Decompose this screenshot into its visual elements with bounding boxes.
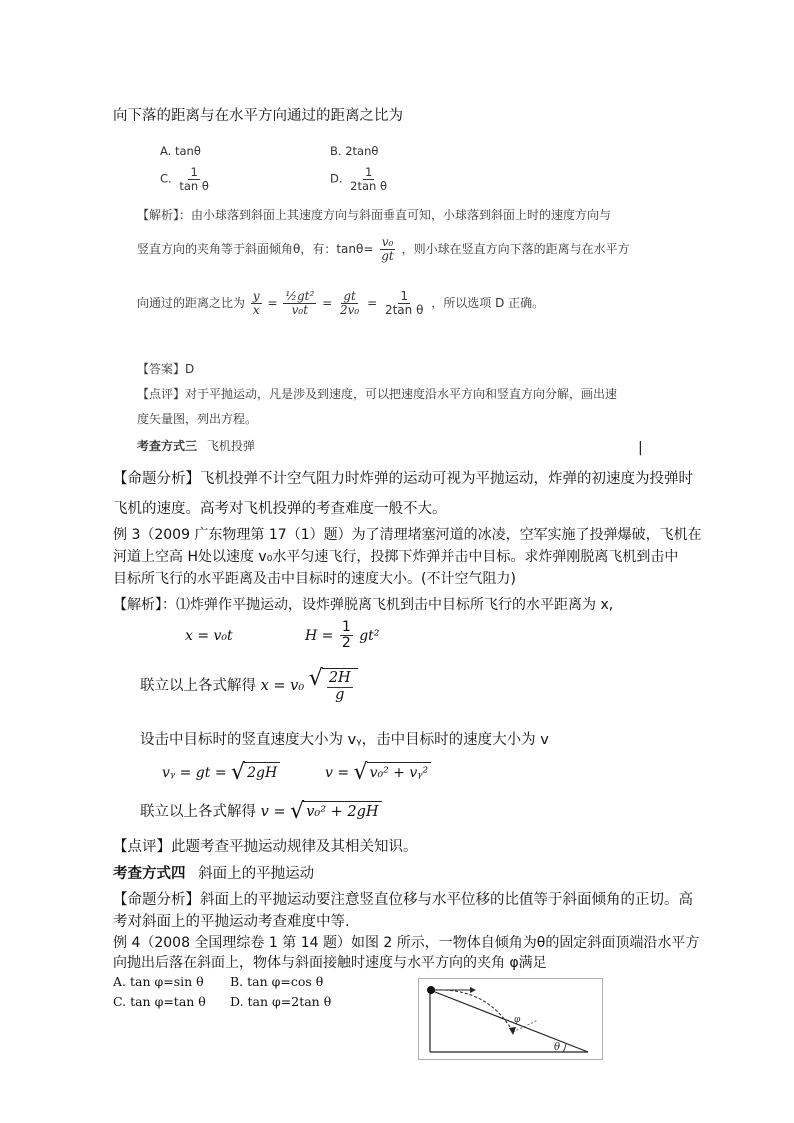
- analysis-line-2: [137, 236, 630, 263]
- rad-v0-2gH: v₀² + 2gH: [303, 801, 381, 823]
- frac-2H: 2H: [328, 670, 351, 686]
- option-d-fraction: [348, 166, 389, 192]
- tan-fraction: [379, 236, 396, 263]
- solve-v-lhs: v =: [260, 804, 286, 820]
- analysis-line-1: 【解析】：由小球落到斜面上其速度方向与斜面垂直可知，小球落到斜面上时的速度方向与: [137, 208, 612, 222]
- eq-v: [325, 762, 431, 784]
- analysis-line-2a: 竖直方向的夹角等于斜面倾角θ，有：tanθ=: [137, 242, 374, 257]
- eq-H-left: H =: [305, 627, 334, 644]
- frac-g: g: [335, 686, 345, 703]
- section-3-label: 考查方式三: [137, 439, 198, 453]
- example-4-option-c: C. tan φ=tan θ: [113, 994, 206, 1009]
- impact-arrowhead: [509, 1027, 516, 1035]
- eq-vy: [162, 762, 280, 784]
- section-3-heading: [137, 437, 255, 454]
- option-d: [330, 166, 391, 192]
- section-4-analysis-2: 考对斜面上的平抛运动考查难度中等.: [113, 914, 350, 930]
- analysis-line-3a: 向通过的距离之比为: [137, 296, 246, 311]
- ball: [427, 986, 435, 994]
- section-3-title: 飞机投弹: [206, 439, 255, 453]
- comment-line-2: 度矢量图，列出方程。: [137, 412, 258, 426]
- ratio-gt: gt: [343, 289, 356, 303]
- section-4-heading: [113, 862, 314, 883]
- solve-v-line: [140, 800, 382, 823]
- answer-line: 【答案】D: [137, 362, 195, 376]
- initial-velocity-arrowhead: [470, 987, 476, 993]
- example-4-option-a: A. tan φ=sin θ: [113, 974, 204, 989]
- comment-3-line: 【点评】此题考查平抛运动规律及其相关知识。: [113, 839, 418, 855]
- eq-H-den: 2: [341, 635, 351, 652]
- section-4-label: 考查方式四: [113, 866, 186, 882]
- option-c-fraction: [177, 166, 211, 192]
- incline-slope: [430, 990, 588, 1052]
- ratio-fraction-2: [283, 290, 316, 317]
- phi-label: φ: [514, 1015, 521, 1025]
- option-c-denominator: tan θ: [179, 178, 209, 193]
- analysis-line-2b: ，则小球在竖直方向下落的距离与在水平方: [401, 242, 630, 257]
- sqrt-2H-g: √ $\frac{2H}{g}$: [309, 668, 358, 704]
- ratio-2tan: 2tan θ: [384, 303, 424, 318]
- tan-fraction-num: v₀: [381, 235, 394, 249]
- ratio-v0t: v₀t: [291, 303, 309, 318]
- ratio-2v0: 2v₀: [340, 303, 360, 318]
- example-4-option-d: D. tan φ=2tan θ: [230, 994, 332, 1009]
- eq-x-v0t: x = v₀t: [185, 628, 233, 644]
- example-3-line-1: 例 3（2009 广东物理第 17（1）题）为了清理堵塞河道的冰凌，空军实施了投弹爆破，飞机在: [113, 527, 702, 543]
- section-4-analysis-1: 【命题分析】斜面上的平抛运动要注意竖直位移与水平位移的比值等于斜面倾角的正切。高: [113, 892, 693, 908]
- text-cursor: |: [638, 440, 643, 456]
- solve-v-label: 联立以上各式解得: [140, 804, 256, 820]
- option-b: B. 2tanθ: [330, 144, 379, 158]
- ratio-fraction-3: [338, 290, 361, 317]
- rad-2gH: 2gH: [244, 762, 280, 784]
- ratio-half-gt2: ½gt²: [285, 289, 315, 303]
- option-c-numerator: 1: [190, 165, 198, 179]
- example-3-line-3: 目标所飞行的水平距离及击中目标时的速度大小。(不计空气阻力): [113, 571, 516, 587]
- sqrt-2gH: √ 2gH: [231, 762, 280, 784]
- option-a: A. tanθ: [160, 144, 201, 158]
- eq-H-num: 1: [341, 619, 351, 635]
- option-c-label: C.: [160, 171, 172, 186]
- section-3-analysis-2: 飞机的速度。高考对飞机投弹的考查难度一般不大。: [113, 501, 447, 517]
- eq-H-right: gt²: [359, 627, 380, 644]
- section-3-analysis-1: 【命题分析】飞机投弹不计空气阻力时炸弹的运动可视为平抛运动，炸弹的初速度为投弹时: [113, 471, 693, 487]
- frac-2H-g: [327, 671, 353, 704]
- sqrt-v0-vy: √ v₀² + vᵧ²: [354, 762, 432, 784]
- example-4-option-b: B. tan φ=cos θ: [230, 974, 324, 989]
- ratio-fraction-yx: [251, 290, 262, 317]
- solve-x-label: 联立以上各式解得: [140, 677, 256, 694]
- comment-line-1: 【点评】对于平抛运动，凡是涉及到速度，可以把速度沿水平方向和竖直方向分解，画出速: [137, 387, 618, 401]
- ratio-x: x: [252, 303, 260, 318]
- solution-3-line: 【解析】：⑴炸弹作平抛运动，设炸弹脱离飞机到击中目标所飞行的水平距离为 x,: [113, 597, 614, 613]
- analysis-line-3b: ，所以选项 D 正确。: [431, 296, 545, 311]
- ratio-y: y: [252, 289, 260, 303]
- option-d-denominator: 2tan θ: [350, 178, 388, 193]
- tan-fraction-den: gt: [381, 249, 394, 264]
- analysis-line-3: 向通过的距离之比为 $\frac{y}{x}$ = $\frac{\text{½gt²}}{\text{v₀t}}$ = $\frac{gt}{\text{2v₀}}$ = $\frac{1}{\text{2tan θ}}$ ，所以选项 D 正确。: [137, 289, 545, 318]
- eq-H-fraction: [340, 620, 353, 652]
- section-4-title: 斜面上的平抛运动: [198, 866, 315, 882]
- example-3-line-2: 河道上空高 H处以速度 v₀水平匀速飞行，投掷下炸弹并击中目标。求炸弹刚脱离飞机到击中: [113, 549, 679, 565]
- incline-figure: [418, 978, 603, 1060]
- eq-H: [305, 620, 379, 652]
- sqrt-v0-2gH: √ v₀² + 2gH: [290, 801, 381, 823]
- vertical-velocity-line: 设击中目标时的竖直速度大小为 vᵧ，击中目标时的速度大小为 v: [140, 732, 549, 748]
- rad-v0-vy: v₀² + vᵧ²: [367, 762, 432, 784]
- solve-x-line: [140, 668, 358, 704]
- solve-x-lhs: x = v₀: [260, 677, 305, 694]
- ratio-one: 1: [400, 289, 409, 303]
- example-4-line-1: 例 4（2008 全国理综卷 1 第 14 题）如图 2 所示，一物体自倾角为θ的固定斜面顶端沿水平方: [113, 935, 700, 951]
- question-tail-line: 向下落的距离与在水平方向通过的距离之比为: [113, 108, 403, 124]
- option-d-numerator: 1: [364, 165, 373, 179]
- example-4-line-2: 向抛出后落在斜面上，物体与斜面接触时速度与水平方向的夹角 φ满足: [113, 955, 547, 971]
- theta-arc: [563, 1044, 566, 1052]
- eq-v-lhs: v =: [325, 765, 350, 781]
- eq-vy-lhs: vᵧ = gt =: [162, 765, 227, 781]
- ratio-fraction-4: [383, 290, 425, 317]
- option-d-label: D.: [330, 171, 343, 186]
- option-c: [160, 166, 213, 192]
- theta-label: θ: [554, 1042, 561, 1053]
